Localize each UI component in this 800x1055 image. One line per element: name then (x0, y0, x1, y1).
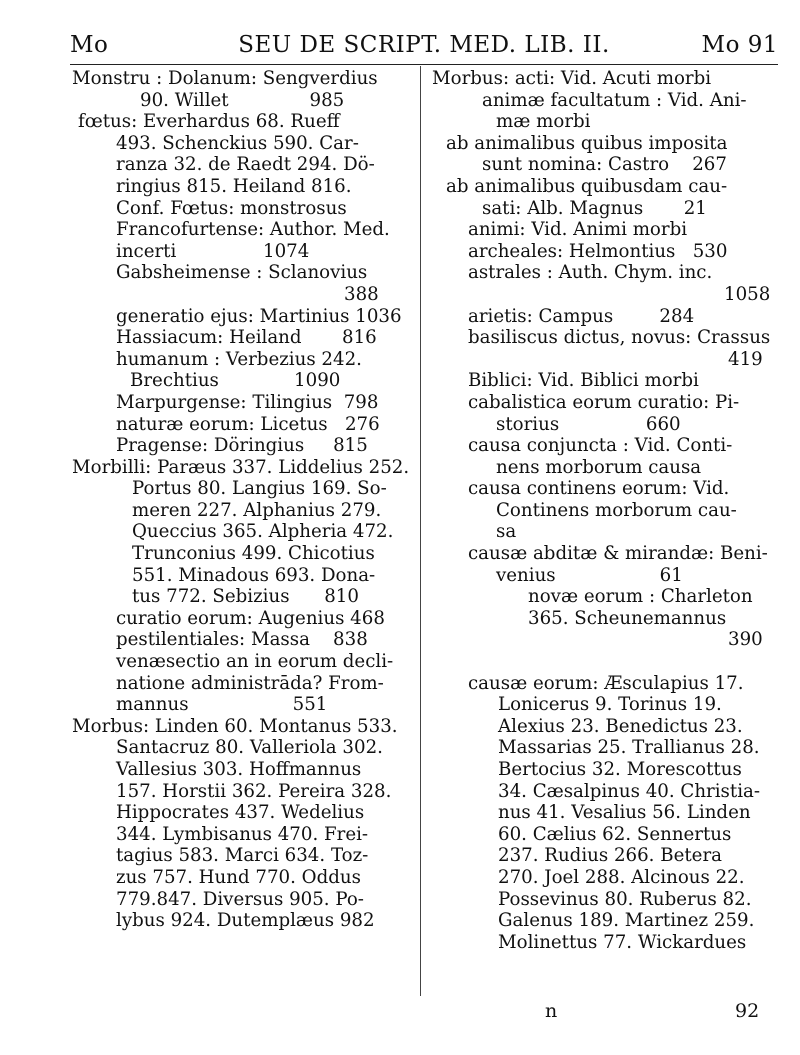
index-line: animæ facultatum : Vid. Ani- (482, 89, 747, 111)
index-line: Morbilli: Paræus 337. Liddelius 252. (72, 456, 410, 478)
index-line: nens morborum causa (496, 456, 702, 478)
index-line: venæsectio an in eorum decli- (116, 651, 394, 673)
index-line: animi: Vid. Animi morbi (468, 219, 688, 241)
index-line: mannus 551 (116, 694, 328, 716)
index-line: sunt nomina: Castro 267 (482, 154, 727, 176)
index-line: storius 660 (496, 413, 681, 435)
index-line: mæ morbi (496, 111, 591, 133)
index-line: novæ eorum : Charleton (528, 586, 753, 608)
index-line: 779.847. Diversus 905. Po- (116, 888, 364, 910)
column-divider (420, 66, 421, 996)
header-left: Mo (70, 32, 109, 58)
index-line: 1058 (724, 283, 771, 305)
left-column (72, 68, 410, 932)
index-line: Monstru : Dolanum: Sengverdius (72, 68, 378, 89)
index-line: generatio ejus: Martinius 1036 (116, 305, 402, 327)
index-line: Francofurtense: Author. Med. (116, 219, 390, 241)
index-line: Morbus: Linden 60. Montanus 533. (72, 715, 398, 737)
header-page-number: Mo 91 (701, 32, 778, 58)
index-line: sa (496, 521, 517, 543)
index-line: 388 (344, 283, 379, 305)
index-line: Hassiacum: Heiland 816 (116, 327, 377, 349)
signature-mark: n (545, 1000, 558, 1022)
index-line: ab animalibus quibus imposita (446, 132, 728, 154)
index-line: archeales: Helmontius 530 (468, 240, 728, 262)
index-line: Massarias 25. Trallianus 28. (498, 737, 760, 759)
index-line: nus 41. Vesalius 56. Linden (498, 802, 751, 824)
index-line: Vallesius 303. Hoffmannus (116, 759, 362, 780)
index-line: astrales : Auth. Chym. inc. (468, 262, 713, 284)
index-line: fœtus: Everhardus 68. Rueff (78, 111, 340, 133)
index-line: cabalistica eorum curatio: Pi- (468, 391, 740, 413)
index-line: naturæ eorum: Licetus 276 (116, 413, 380, 435)
index-line: causæ eorum: Æsculapius 17. (468, 672, 744, 694)
index-line: ringius 815. Heiland 816. (116, 175, 352, 197)
index-line: sati: Alb. Magnus 21 (482, 197, 707, 219)
index-line: natione administrāda? From- (116, 672, 384, 694)
index-line: 270. Joel 288. Alcinous 22. (498, 866, 745, 888)
index-line: causæ abditæ & mirandæ: Beni- (468, 543, 768, 565)
index-line: Pragense: Döringius 815 (116, 435, 368, 457)
index-line: 157. Horstii 362. Pereira 328. (116, 780, 392, 802)
index-line: 90. Willet 985 (140, 89, 345, 111)
index-line: zus 757. Hund 770. Oddus (116, 866, 361, 888)
index-line: 60. Cælius 62. Sennertus (498, 823, 732, 845)
index-line: 390 (728, 629, 763, 651)
index-line: Lonicerus 9. Torinus 19. (498, 694, 722, 716)
index-line: 34. Cæsalpinus 40. Christia- (498, 780, 761, 802)
index-line: ab animalibus quibusdam cau- (446, 175, 728, 197)
index-line: ranza 32. de Raedt 294. Dö- (116, 154, 375, 176)
index-line: Possevinus 80. Ruberus 82. (498, 888, 752, 910)
index-line: Hippocrates 437. Wedelius (116, 802, 365, 824)
index-line: Biblici: Vid. Biblici morbi (468, 370, 699, 392)
index-line: meren 227. Alphanius 279. (132, 499, 382, 521)
index-line: 237. Rudius 266. Betera (498, 845, 722, 867)
index-line: Queccius 365. Alpheria 472. (132, 521, 394, 543)
index-line: curatio eorum: Augenius 468 (116, 607, 385, 629)
index-line: Santacruz 80. Valleriola 302. (116, 737, 383, 759)
right-column (432, 68, 771, 953)
index-line: tus 772. Sebizius 810 (132, 586, 359, 608)
index-line: Portus 80. Langius 169. So- (132, 478, 387, 500)
index-line: basiliscus dictus, novus: Crassus (468, 327, 771, 349)
index-line: Galenus 189. Martinez 259. (498, 910, 755, 932)
index-line: Marpurgense: Tilingius 798 (116, 391, 379, 413)
index-line: 344. Lymbisanus 470. Frei- (116, 823, 369, 845)
index-line: causa continens eorum: Vid. (468, 478, 730, 500)
index-line: Molinettus 77. Wickardues (498, 931, 747, 953)
running-head (70, 30, 778, 65)
index-line: tagius 583. Marci 634. Toz- (116, 845, 369, 867)
index-line: Morbus: acti: Vid. Acuti morbi (432, 68, 712, 89)
index-line: Alexius 23. Benedictus 23. (498, 715, 743, 737)
index-line: Gabsheimense : Sclanovius (116, 262, 368, 284)
index-line: 493. Schenckius 590. Car- (116, 132, 359, 154)
index-line: Continens morborum cau- (496, 499, 737, 521)
index-line: 419 (728, 348, 763, 370)
index-line: arietis: Campus 284 (468, 305, 695, 327)
index-line: 551. Minadous 693. Dona- (132, 564, 376, 586)
index-line: venius 61 (496, 564, 683, 586)
catchword: 92 (735, 1000, 760, 1022)
header-title: SEU DE SCRIPT. MED. LIB. II. (238, 32, 610, 58)
index-line: lybus 924. Dutemplæus 982 (116, 910, 375, 932)
index-line: Trunconius 499. Chicotius (132, 543, 375, 565)
index-line: 365. Scheunemannus (528, 607, 727, 629)
index-line: incerti 1074 (116, 240, 310, 262)
index-line: humanum : Verbezius 242. (116, 348, 362, 370)
index-line: Brechtius 1090 (130, 370, 341, 392)
index-line: pestilentiales: Massa 838 (116, 629, 368, 651)
index-line: Conf. Fœtus: monstrosus (116, 197, 347, 219)
index-line (432, 651, 764, 673)
index-line: causa conjuncta : Vid. Conti- (468, 435, 733, 457)
index-line: Bertocius 32. Morescottus (498, 759, 742, 780)
